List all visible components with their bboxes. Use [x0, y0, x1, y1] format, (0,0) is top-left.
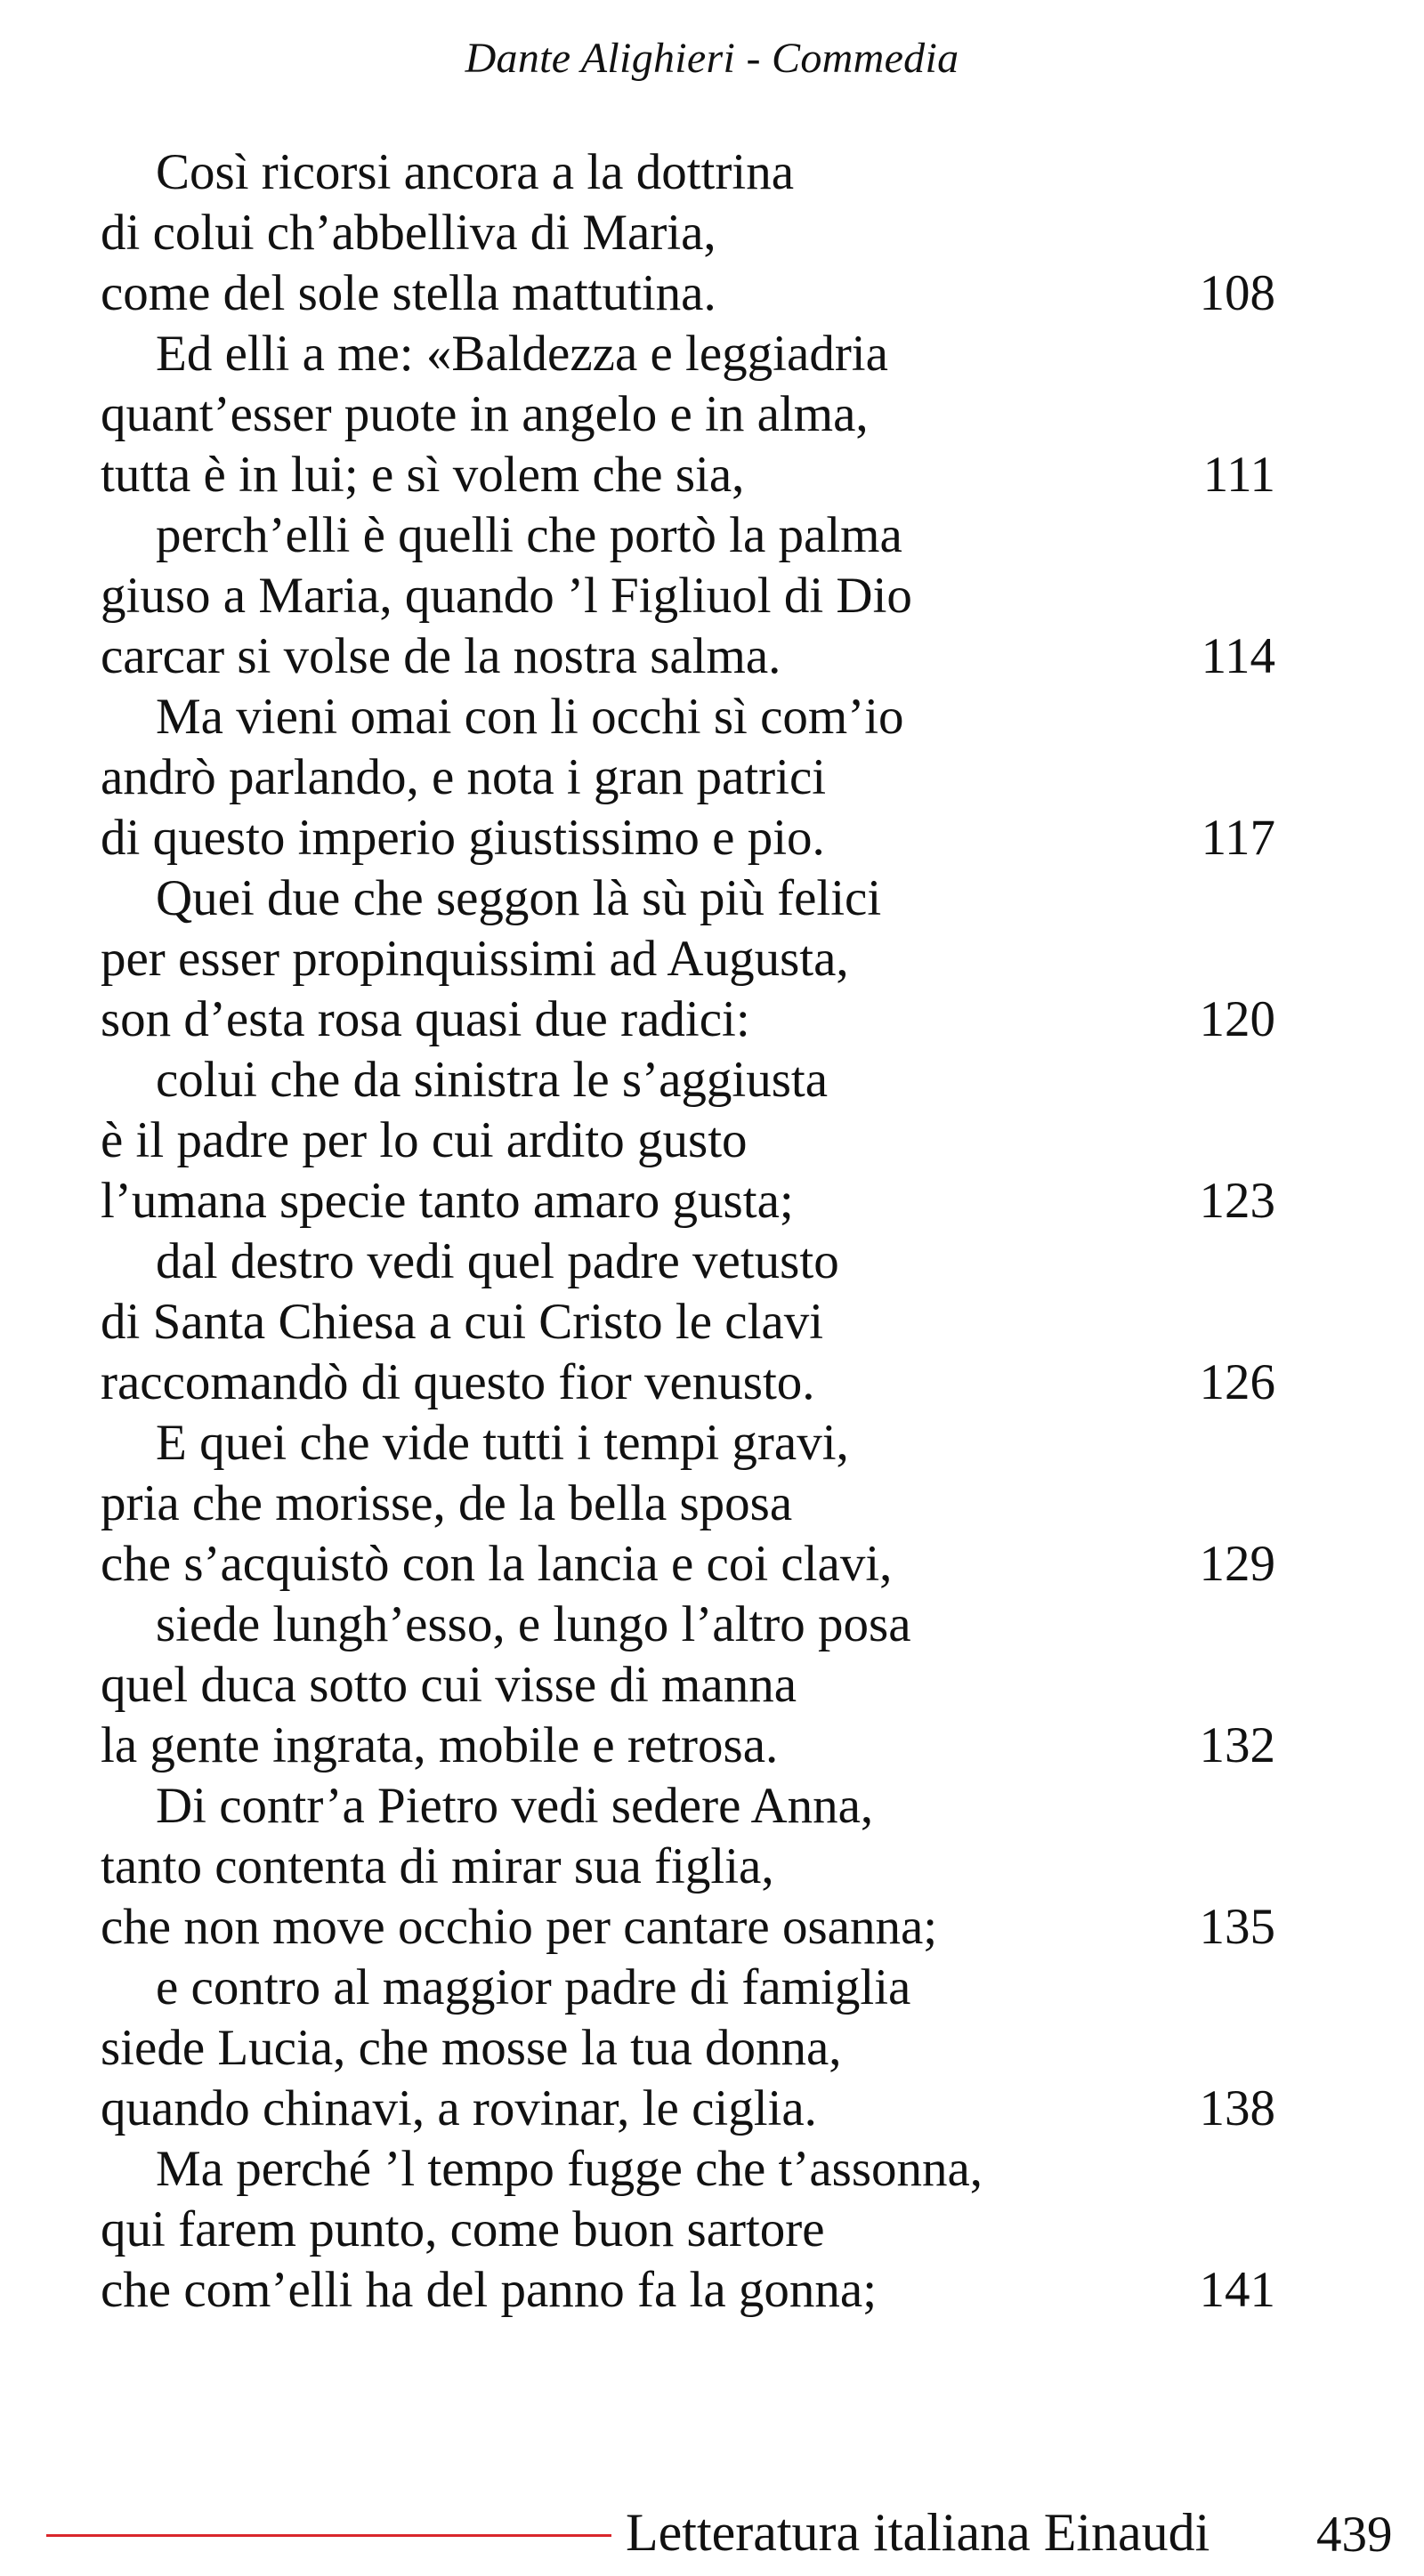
verse-line — [101, 2260, 1275, 2321]
verse-number: 141 — [1199, 2262, 1275, 2318]
verse-text: son d’esta rosa quasi due radici: — [101, 991, 750, 1047]
verse-text: siede lungh’esso, e lungo l’altro posa — [156, 1596, 911, 1652]
verse-number: 111 — [1202, 447, 1275, 503]
verse-number: 129 — [1199, 1536, 1275, 1592]
verse-text: quando chinavi, a rovinar, le ciglia. — [101, 2080, 817, 2136]
verse-number: 138 — [1199, 2080, 1275, 2136]
verse-text: quant’esser puote in angelo e in alma, — [101, 386, 869, 442]
verse-line — [101, 1171, 1275, 1231]
verse-line — [101, 687, 1275, 747]
verse-text: Ma vieni omai con li occhi sì com’io — [156, 689, 904, 745]
verse-text: dal destro vedi quel padre vetusto — [156, 1233, 839, 1289]
verse-number: 123 — [1199, 1173, 1275, 1229]
verse-text: come del sole stella mattutina. — [101, 265, 716, 321]
verse-line — [101, 929, 1275, 989]
verse-line — [101, 1110, 1275, 1171]
verse-number: 117 — [1201, 810, 1275, 866]
verse-text: di colui ch’abbelliva di Maria, — [101, 205, 716, 261]
verse-text: E quei che vide tutti i tempi gravi, — [156, 1415, 849, 1471]
verse-line — [101, 2018, 1275, 2079]
verse-text: che s’acquistò con la lancia e coi clavi, — [101, 1536, 893, 1592]
verse-line — [101, 384, 1275, 445]
verse-text: che com’elli ha del panno fa la gonna; — [101, 2262, 878, 2318]
verse-line — [101, 263, 1275, 324]
verse-text: giuso a Maria, quando ’l Figliuol di Dio — [101, 568, 912, 624]
verse-text: e contro al maggior padre di famiglia — [156, 1959, 911, 2015]
verse-line — [101, 868, 1275, 929]
verse-text: qui farem punto, come buon sartore — [101, 2201, 825, 2257]
verse-line — [101, 203, 1275, 263]
verse-text: Quei due che seggon là sù più felici — [156, 870, 882, 926]
verse-line — [101, 1231, 1275, 1292]
verse-text: andrò parlando, e nota i gran patrici — [101, 749, 827, 805]
footer-publisher: Letteratura italiana Einaudi — [626, 2503, 1210, 2562]
verse-text: quel duca sotto cui visse di manna — [101, 1657, 797, 1713]
verse-text: di Santa Chiesa a cui Cristo le clavi — [101, 1294, 824, 1350]
verse-text: carcar si volse de la nostra salma. — [101, 628, 781, 684]
verse-line — [101, 1958, 1275, 2018]
verse-line — [101, 1413, 1275, 1474]
verse-text: Così ricorsi ancora a la dottrina — [156, 144, 795, 200]
verse-line — [101, 324, 1275, 384]
verse-line — [101, 445, 1275, 505]
verse-text: siede Lucia, che mosse la tua donna, — [101, 2020, 842, 2076]
verse-line — [101, 2200, 1275, 2260]
verse-text: la gente ingrata, mobile e retrosa. — [101, 1717, 779, 1773]
verse-line — [101, 1474, 1275, 1534]
verse-line — [101, 1716, 1275, 1776]
verse-text: che non move occhio per cantare osanna; — [101, 1899, 938, 1955]
verse-number: 114 — [1201, 628, 1275, 684]
verse-text: Ed elli a me: «Baldezza e leggiadria — [156, 326, 888, 382]
verse-line — [101, 1595, 1275, 1655]
verse-line — [101, 626, 1275, 687]
footer-divider — [46, 2534, 611, 2537]
verse-line — [101, 2139, 1275, 2200]
verse-line — [101, 2079, 1275, 2139]
page-number: 439 — [1316, 2507, 1393, 2563]
verse-line — [101, 566, 1275, 626]
verse-number: 132 — [1199, 1717, 1275, 1773]
verse-line — [101, 505, 1275, 566]
verse-number: 126 — [1199, 1354, 1275, 1410]
verse-line — [101, 1353, 1275, 1413]
verse-line — [101, 808, 1275, 868]
verse-line — [101, 1292, 1275, 1353]
verse-text: Di contr’a Pietro vedi sedere Anna, — [156, 1778, 874, 1834]
verse-text: tanto contenta di mirar sua figlia, — [101, 1838, 774, 1894]
verse-text: Ma perché ’l tempo fugge che t’assonna, — [156, 2141, 983, 2197]
verse-line — [101, 1655, 1275, 1716]
verse-text: l’umana specie tanto amaro gusta; — [101, 1173, 794, 1229]
verse-text: pria che morisse, de la bella sposa — [101, 1475, 793, 1531]
verse-line — [101, 1897, 1275, 1958]
verse-line — [101, 1837, 1275, 1897]
poem-text — [101, 142, 1275, 2321]
verse-number: 135 — [1199, 1899, 1275, 1955]
verse-text: tutta è in lui; e sì volem che sia, — [101, 447, 745, 503]
verse-text: raccomandò di questo fior venusto. — [101, 1354, 815, 1410]
verse-line — [101, 1534, 1275, 1595]
verse-number: 108 — [1199, 265, 1275, 321]
verse-text: per esser propinquissimi ad Augusta, — [101, 931, 849, 987]
verse-line — [101, 1050, 1275, 1110]
verse-text: perch’elli è quelli che portò la palma — [156, 507, 902, 563]
verse-text: è il padre per lo cui ardito gusto — [101, 1112, 748, 1168]
verse-line — [101, 989, 1275, 1050]
verse-line — [101, 142, 1275, 203]
verse-text: di questo imperio giustissimo e pio. — [101, 810, 825, 866]
verse-line — [101, 1776, 1275, 1837]
verse-text: colui che da sinistra le s’aggiusta — [156, 1052, 829, 1108]
verse-number: 120 — [1199, 991, 1275, 1047]
verse-line — [101, 747, 1275, 808]
running-title: Dante Alighieri - Commedia — [465, 35, 959, 82]
